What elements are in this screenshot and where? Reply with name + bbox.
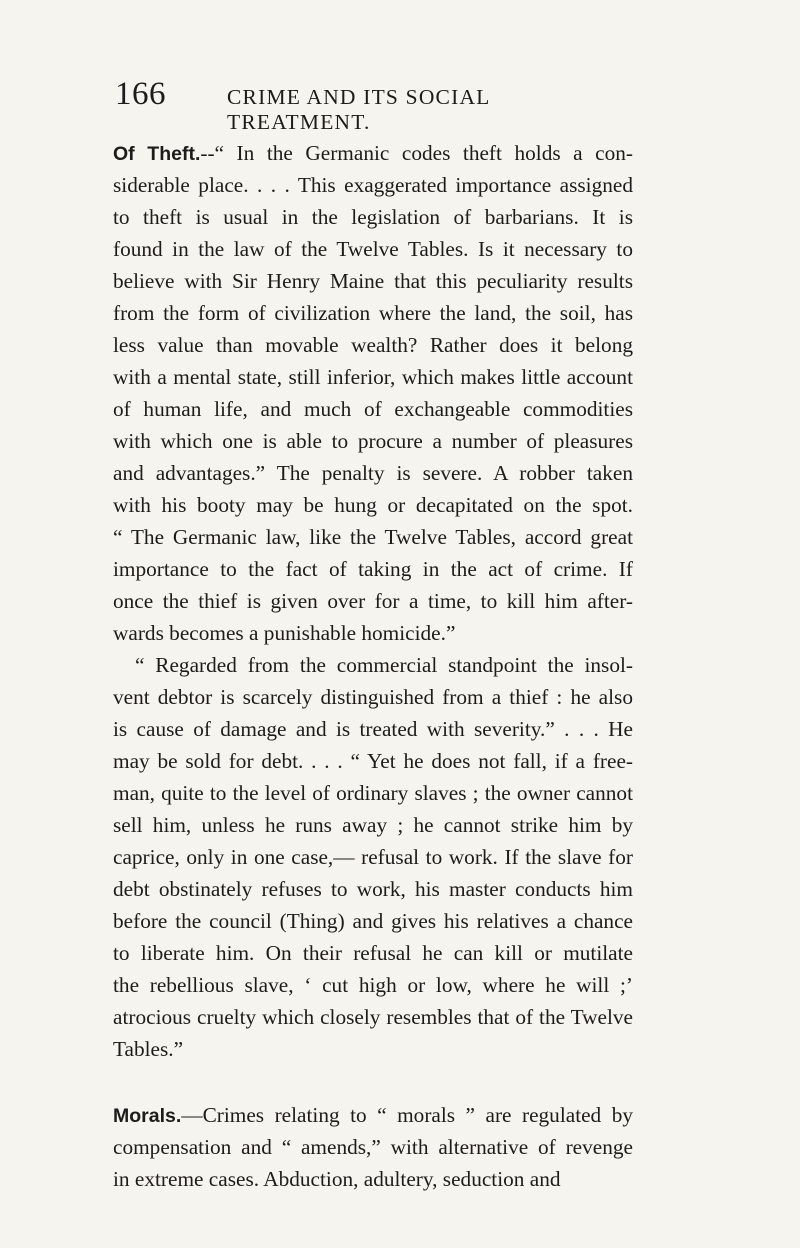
paragraph — [113, 649, 633, 1065]
text-line: once the thief is given over for a time, to kill him after- — [113, 589, 633, 613]
section-heading: Morals. — [113, 1105, 182, 1127]
text-line: less value than movable wealth? Rather does it belong — [113, 333, 633, 357]
text-line: the rebellious slave, ‘ cut high or low, where he will ;’ — [113, 973, 633, 997]
text-line: and advantages.” The penalty is severe. A robber taken — [113, 461, 633, 485]
text-line: siderable place. . . . This exaggerated importance assigned — [113, 173, 633, 197]
text-line: with his booty may be hung or decapitated on the spot. — [113, 493, 633, 517]
text-line: Tables.” — [113, 1037, 184, 1061]
text-line: man, quite to the level of ordinary slaves ; the owner cannot — [113, 781, 633, 805]
text-line: with which one is able to procure a number of pleasures — [113, 429, 633, 453]
text-line: atrocious cruelty which closely resembles that of the Twelve — [113, 1005, 633, 1029]
text-line: to theft is usual in the legislation of barbarians. It is — [113, 205, 633, 229]
text-line: in extreme cases. Abduction, adultery, seduction and — [113, 1167, 561, 1191]
text-line: sell him, unless he runs away ; he cannot strike him by — [113, 813, 633, 837]
text-line: is cause of damage and is treated with severity.” . . . He — [113, 717, 633, 741]
text-line: may be sold for debt. . . . “ Yet he does not fall, if a free- — [113, 749, 633, 773]
text-line: “ The Germanic law, like the Twelve Tables, accord great — [113, 525, 633, 549]
text-line: importance to the fact of taking in the act of crime. If — [113, 557, 633, 581]
paragraph-gap — [113, 1065, 633, 1099]
text-line: before the council (Thing) and gives his relatives a chance — [113, 909, 633, 933]
text-line: vent debtor is scarcely distinguished from a thief : he also — [113, 685, 633, 709]
page-header — [115, 76, 627, 134]
text-line: wards becomes a punishable homicide.” — [113, 621, 456, 645]
paragraph — [113, 1099, 633, 1195]
section-heading: Of Theft. — [113, 143, 201, 165]
page-number: 166 — [115, 76, 166, 112]
text-line: believe with Sir Henry Maine that this peculiarity results — [113, 269, 633, 293]
text-line: debt obstinately refuses to work, his master conducts him — [113, 877, 633, 901]
text-line: with a mental state, still inferior, which makes little account — [113, 365, 633, 389]
text-line: caprice, only in one case,— refusal to work. If the slave for — [113, 845, 633, 869]
text-line: from the form of civilization where the land, the soil, has — [113, 301, 633, 325]
text-line: Morals.—Crimes relating to “ morals ” are regulated by — [113, 1103, 633, 1127]
text-line: to liberate him. On their refusal he can kill or mutilate — [113, 941, 633, 965]
body-text — [113, 137, 633, 1195]
text-line: compensation and “ amends,” with alternative of revenge — [113, 1135, 633, 1159]
text-line: “ Regarded from the commercial standpoint the insol- — [135, 653, 633, 677]
text-line: of human life, and much of exchangeable commodities — [113, 397, 633, 421]
running-title: CRIME AND ITS SOCIAL TREATMENT. — [227, 85, 490, 134]
paragraph — [113, 137, 633, 649]
text-line: Of Theft.--“ In the Germanic codes theft holds a con- — [113, 141, 633, 165]
text-line: found in the law of the Twelve Tables. Is it necessary to — [113, 237, 633, 261]
